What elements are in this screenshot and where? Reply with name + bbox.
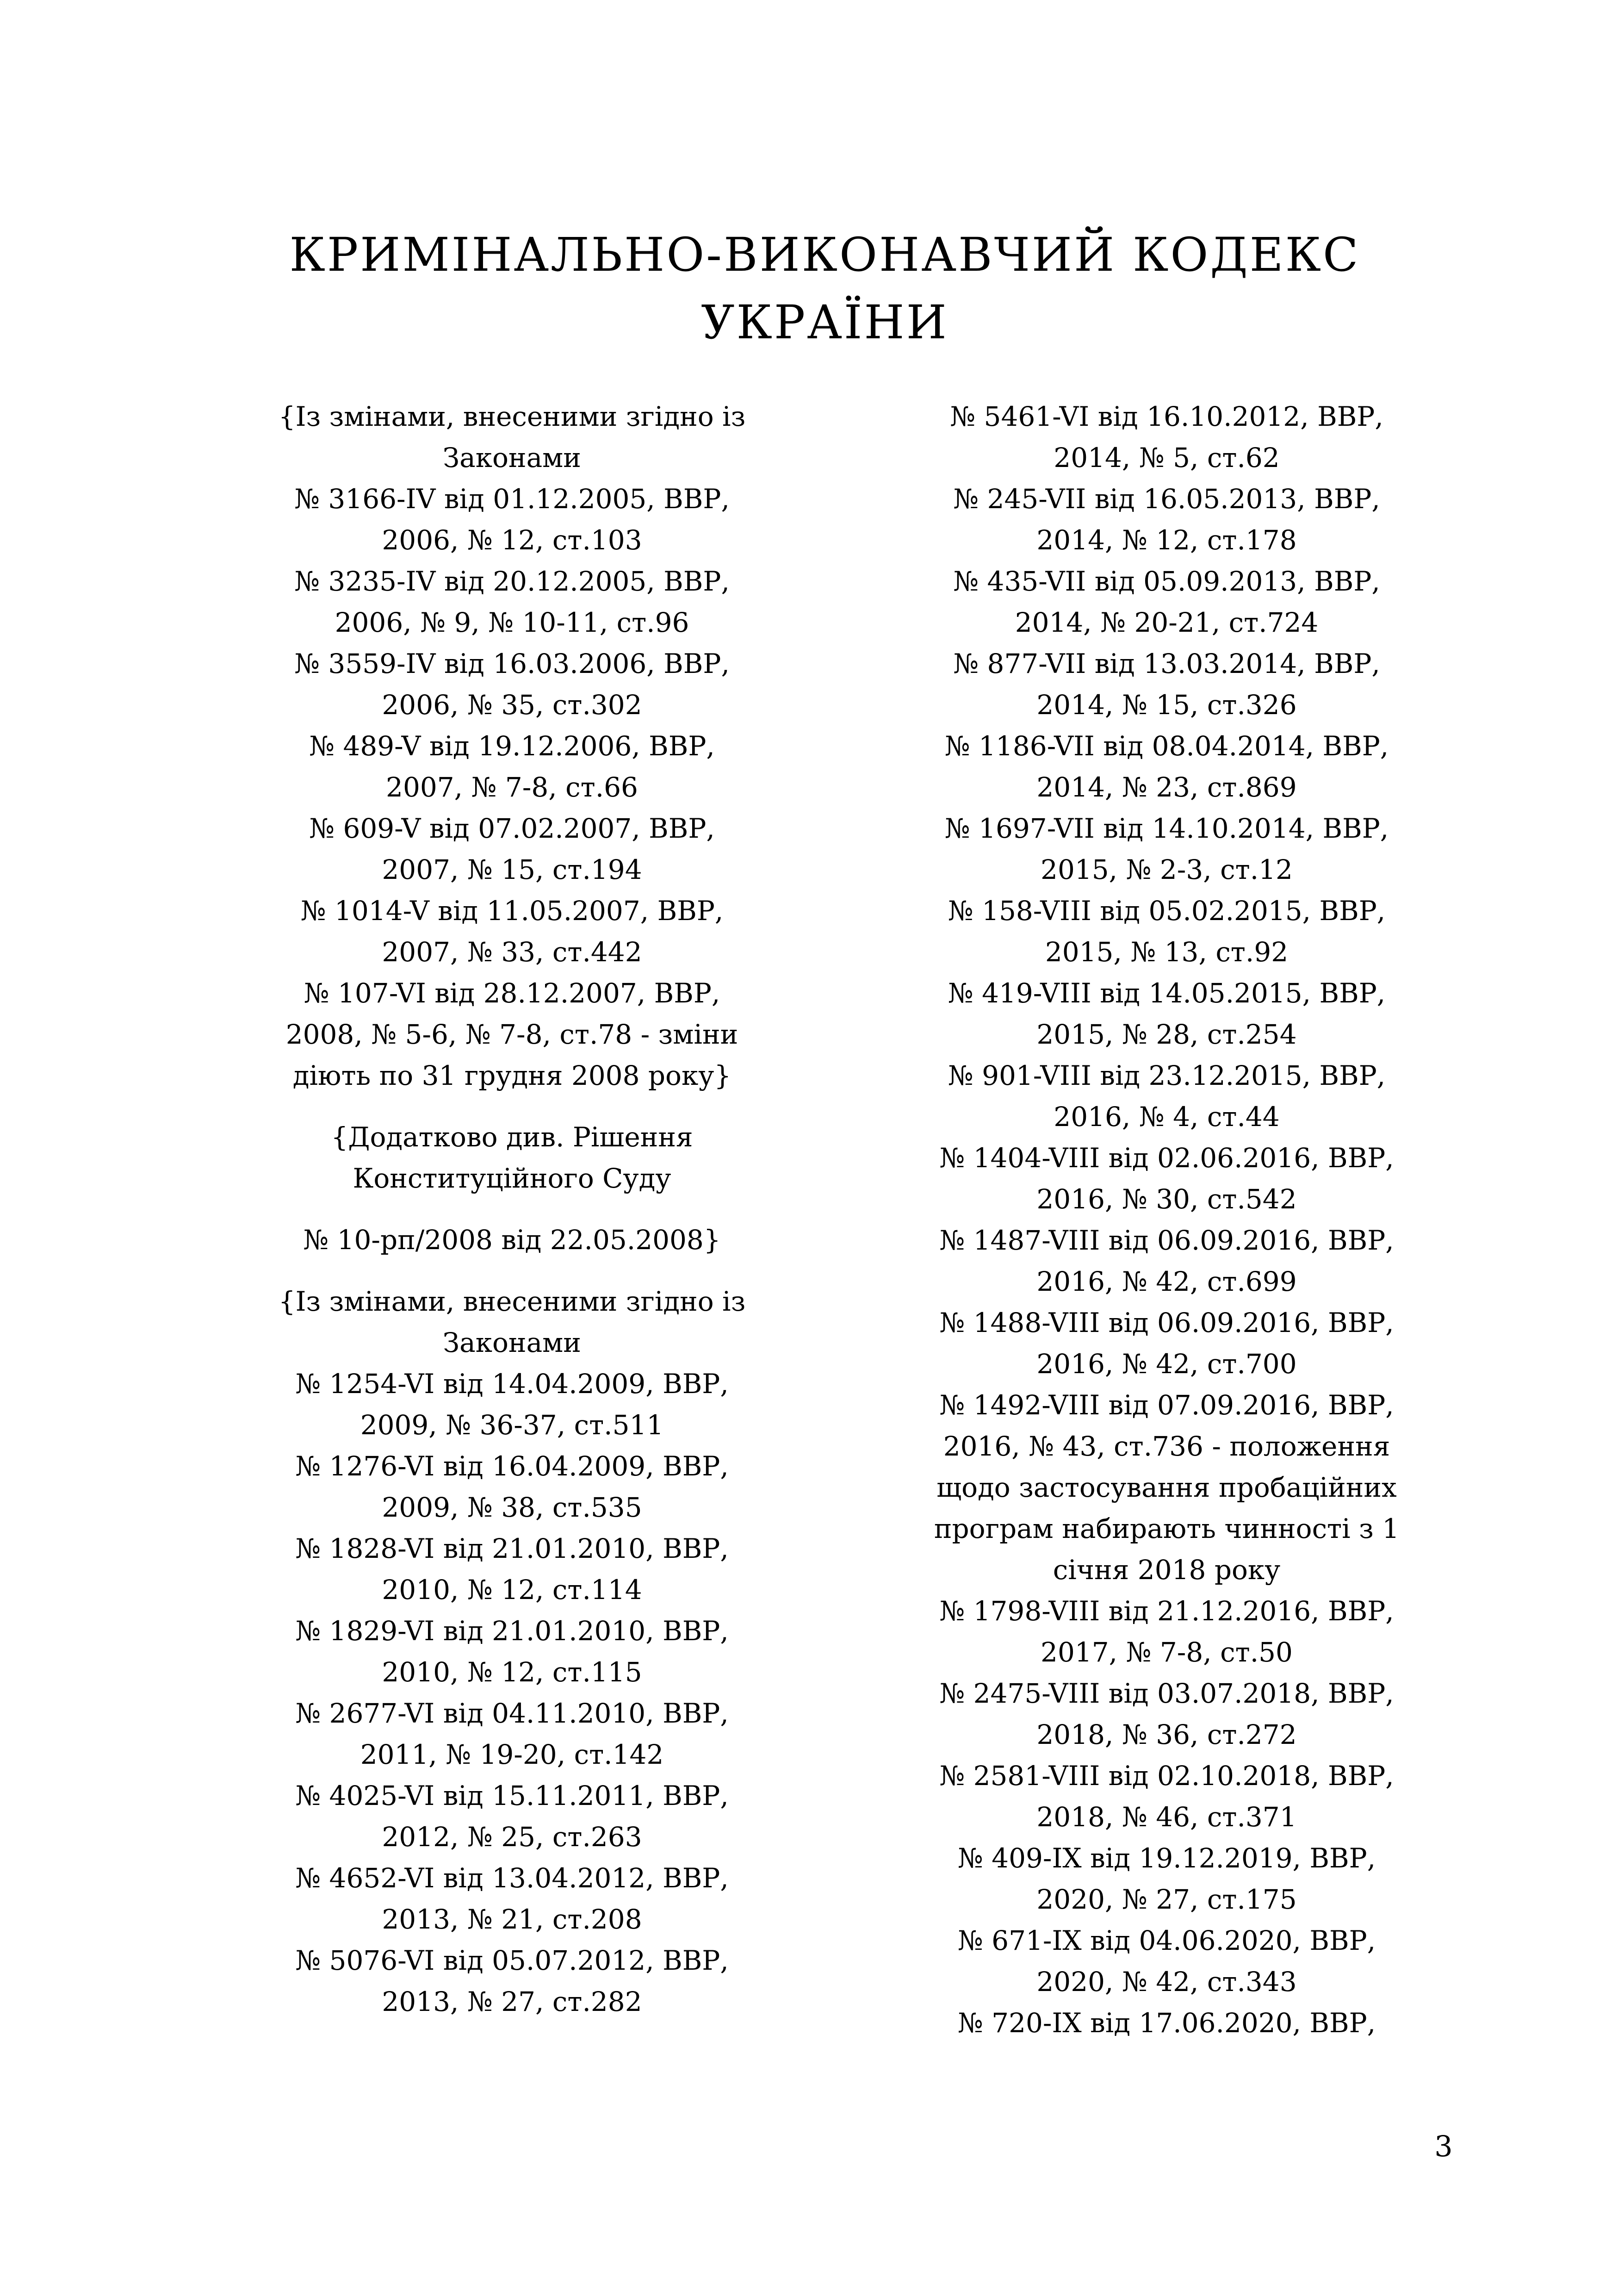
text-line: програм набирають чинності з 1 bbox=[934, 1513, 1400, 1544]
text-line: № 877-VII від 13.03.2014, ВВР, bbox=[953, 648, 1380, 679]
text-line: 2015, № 28, ст.254 bbox=[1036, 1019, 1297, 1050]
text-line: № 409-IX від 19.12.2019, ВВР, bbox=[957, 1842, 1376, 1874]
text-line: 2016, № 30, ст.542 bbox=[1036, 1183, 1297, 1215]
text-line: № 901-VIII від 23.12.2015, ВВР, bbox=[948, 1060, 1386, 1091]
text-line: 2020, № 27, ст.175 bbox=[1036, 1884, 1297, 1915]
text-line: 2014, № 5, ст.62 bbox=[1054, 442, 1280, 473]
text-line: № 1487-VIII від 06.09.2016, ВВР, bbox=[939, 1225, 1394, 1256]
text-line: 2010, № 12, ст.114 bbox=[382, 1574, 642, 1605]
text-line: {Додатково див. Рішення bbox=[331, 1121, 693, 1153]
text-line: 2009, № 38, ст.535 bbox=[382, 1492, 642, 1523]
text-line: № 5076-VI від 05.07.2012, ВВР, bbox=[295, 1945, 729, 1976]
text-line: 2014, № 15, ст.326 bbox=[1036, 689, 1297, 721]
paragraph bbox=[221, 1220, 803, 1261]
text-line: № 1404-VIII від 02.06.2016, ВВР, bbox=[939, 1142, 1394, 1174]
text-line: № 245-VII від 16.05.2013, ВВР, bbox=[953, 483, 1380, 515]
text-line: № 489-V від 19.12.2006, ВВР, bbox=[309, 730, 715, 762]
text-line: № 4025-VI від 15.11.2011, ВВР, bbox=[295, 1780, 729, 1811]
text-line: № 3166-IV від 01.12.2005, ВВР, bbox=[294, 483, 730, 515]
text-line: № 2581-VIII від 02.10.2018, ВВР, bbox=[939, 1760, 1394, 1792]
text-line: № 1014-V від 11.05.2007, ВВР, bbox=[300, 895, 724, 927]
text-line: № 609-V від 07.02.2007, ВВР, bbox=[309, 813, 715, 844]
text-line: 2016, № 42, ст.700 bbox=[1036, 1348, 1297, 1380]
amendments-content bbox=[221, 396, 1457, 2044]
text-line: 2010, № 12, ст.115 bbox=[382, 1656, 642, 1688]
text-line: № 1186-VII від 08.04.2014, ВВР, bbox=[944, 730, 1389, 762]
text-line: Конституційного Суду bbox=[353, 1163, 671, 1194]
text-line: 2006, № 9, № 10-11, ст.96 bbox=[335, 607, 689, 638]
text-line: № 1488-VIII від 06.09.2016, ВВР, bbox=[939, 1307, 1394, 1338]
text-line: 2020, № 42, ст.343 bbox=[1036, 1966, 1297, 1997]
text-line: Законами bbox=[443, 1327, 581, 1358]
text-line: 2009, № 36-37, ст.511 bbox=[360, 1409, 664, 1441]
text-line: № 419-VIII від 14.05.2015, ВВР, bbox=[948, 977, 1386, 1009]
title-line-2: УКРАЇНИ bbox=[701, 295, 948, 349]
page-number: 3 bbox=[1434, 2129, 1453, 2163]
text-line: 2007, № 7-8, ст.66 bbox=[386, 772, 638, 803]
text-line: № 4652-VI від 13.04.2012, ВВР, bbox=[295, 1862, 729, 1894]
text-line: № 1276-VI від 16.04.2009, ВВР, bbox=[295, 1450, 729, 1482]
text-line: 2006, № 12, ст.103 bbox=[382, 524, 642, 556]
text-line: № 1828-VI від 21.01.2010, ВВР, bbox=[295, 1533, 729, 1564]
text-line: 2013, № 27, ст.282 bbox=[382, 1986, 642, 2017]
text-line: № 5461-VI від 16.10.2012, ВВР, bbox=[950, 401, 1383, 432]
text-line: 2015, № 2-3, ст.12 bbox=[1041, 854, 1293, 885]
text-line: № 2475-VIII від 03.07.2018, ВВР, bbox=[939, 1678, 1394, 1709]
text-line: № 1492-VIII від 07.09.2016, ВВР, bbox=[939, 1389, 1394, 1421]
text-line: № 1798-VIII від 21.12.2016, ВВР, bbox=[939, 1595, 1394, 1627]
text-line: № 3235-IV від 20.12.2005, ВВР, bbox=[294, 566, 730, 597]
text-line: 2017, № 7-8, ст.50 bbox=[1041, 1636, 1293, 1668]
text-line: {Із змінами, внесеними згідно із bbox=[278, 401, 746, 432]
text-line: січня 2018 року bbox=[1053, 1554, 1281, 1586]
text-line: 2016, № 43, ст.736 - положення bbox=[943, 1431, 1390, 1462]
text-line: діють по 31 грудня 2008 року} bbox=[292, 1060, 732, 1091]
title-line-1: КРИМІНАЛЬНО-ВИКОНАВЧИЙ КОДЕКС bbox=[289, 228, 1360, 282]
text-line: 2007, № 15, ст.194 bbox=[382, 854, 642, 885]
paragraph bbox=[221, 1117, 803, 1199]
text-line: № 720-IX від 17.06.2020, ВВР, bbox=[957, 2007, 1376, 2039]
left-column bbox=[221, 396, 803, 2044]
text-line: 2013, № 21, ст.208 bbox=[382, 1904, 642, 1935]
text-line: щодо застосування пробаційних bbox=[936, 1472, 1397, 1503]
text-line: № 1829-VI від 21.01.2010, ВВР, bbox=[295, 1615, 729, 1647]
text-line: 2012, № 25, ст.263 bbox=[382, 1821, 642, 1853]
text-line: № 2677-VI від 04.11.2010, ВВР, bbox=[295, 1698, 729, 1729]
text-line: № 1254-VI від 14.04.2009, ВВР, bbox=[295, 1368, 729, 1400]
text-line: 2018, № 46, ст.371 bbox=[1036, 1801, 1297, 1833]
text-line: 2011, № 19-20, ст.142 bbox=[360, 1739, 664, 1770]
text-line: 2014, № 23, ст.869 bbox=[1036, 772, 1297, 803]
text-line: № 158-VIII від 05.02.2015, ВВР, bbox=[948, 895, 1386, 927]
text-line: Законами bbox=[443, 442, 581, 473]
text-line: 2006, № 35, ст.302 bbox=[382, 689, 642, 721]
paragraph bbox=[876, 396, 1457, 2044]
text-line: 2016, № 4, ст.44 bbox=[1054, 1101, 1280, 1132]
text-line: № 671-IX від 04.06.2020, ВВР, bbox=[957, 1925, 1376, 1956]
paragraph bbox=[221, 396, 803, 1096]
text-line: 2008, № 5-6, № 7-8, ст.78 - зміни bbox=[285, 1019, 738, 1050]
text-line: 2014, № 20-21, ст.724 bbox=[1015, 607, 1319, 638]
text-line: 2018, № 36, ст.272 bbox=[1036, 1719, 1297, 1750]
page-title bbox=[190, 221, 1460, 356]
text-line: № 107-VI від 28.12.2007, ВВР, bbox=[304, 977, 720, 1009]
text-line: 2015, № 13, ст.92 bbox=[1045, 936, 1289, 968]
text-line: № 3559-IV від 16.03.2006, ВВР, bbox=[294, 648, 730, 679]
text-line: № 10-рп/2008 від 22.05.2008} bbox=[303, 1224, 721, 1256]
text-line: {Із змінами, внесеними згідно із bbox=[278, 1286, 746, 1317]
text-line: № 435-VII від 05.09.2013, ВВР, bbox=[953, 566, 1380, 597]
text-line: 2016, № 42, ст.699 bbox=[1036, 1266, 1297, 1297]
text-line: № 1697-VII від 14.10.2014, ВВР, bbox=[944, 813, 1389, 844]
right-column bbox=[876, 396, 1457, 2044]
text-line: 2007, № 33, ст.442 bbox=[382, 936, 642, 968]
paragraph bbox=[221, 1281, 803, 2022]
text-line: 2014, № 12, ст.178 bbox=[1036, 524, 1297, 556]
